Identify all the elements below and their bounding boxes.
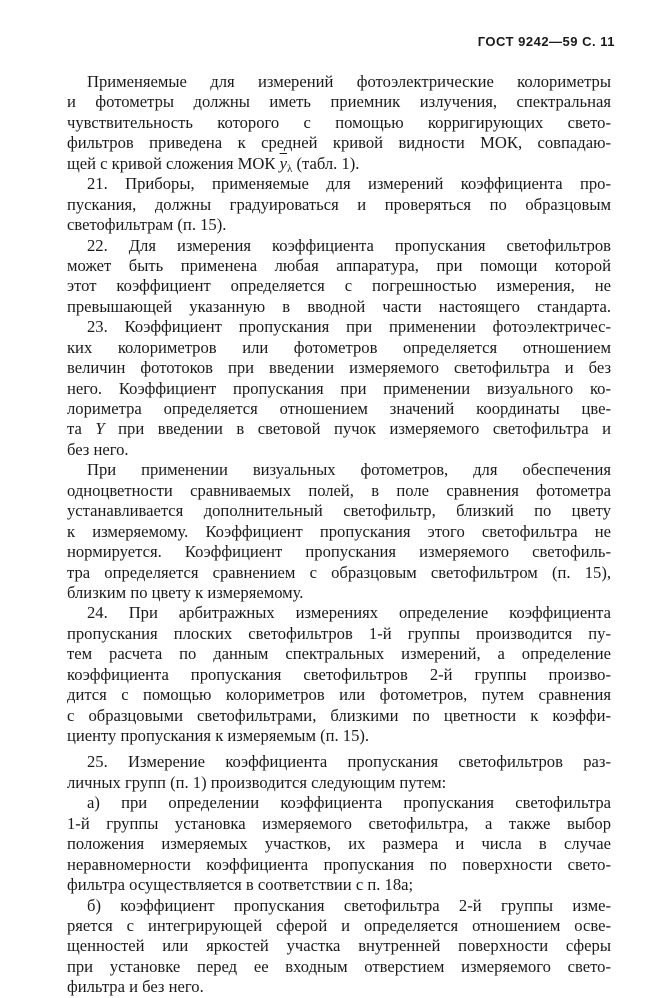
text-line-content: ких колориметров или фотометров определяется отношением <box>67 337 611 357</box>
document-body <box>67 72 611 998</box>
text-line <box>67 358 611 378</box>
text-line <box>67 460 611 480</box>
text-line-content: пускания, должны градуироваться и проверяться по образцовым <box>67 194 611 214</box>
math-y-lambda <box>280 154 293 173</box>
text-line-content: величин фототоков при введении измеряемого светофильтра и без <box>67 358 611 378</box>
text-line <box>67 72 611 92</box>
text-line-tail: (табл. 1). <box>292 153 360 173</box>
text-line <box>67 773 611 793</box>
text-line-content: светофильтрам (п. 15). <box>67 215 227 235</box>
text-line-content: дится с помощью колориметров или фотометров, путем сравнения <box>67 685 611 705</box>
text-line-content: б) коэффициент пропускания светофильтра 2-й группы изме- <box>87 895 611 915</box>
text-line-content: одноцветности сравниваемых полей, в поле сравнения фотометра <box>67 480 611 500</box>
text-line-content: 22. Для измерения коэффициента пропускания светофильтров <box>87 235 611 255</box>
text-line-content: него. Коэффициент пропускания при применении визуального ко- <box>67 378 611 398</box>
text-line-content: тем расчета по данным спектральных измерений, а определение <box>67 644 611 664</box>
text-line <box>67 665 611 685</box>
text-line-content: может быть применена любая аппаратура, при помощи которой <box>67 255 611 275</box>
text-line-content: личных групп (п. 1) производится следующим путем: <box>67 772 447 792</box>
text-line <box>67 603 611 623</box>
text-line <box>67 685 611 705</box>
text-line <box>67 624 611 644</box>
text-line-content: а) при определении коэффициента пропускания светофильтра <box>87 793 611 813</box>
text-line <box>67 644 611 664</box>
text-line <box>67 501 611 521</box>
text-line-content: превышающей указанную в вводной части настоящего стандарта. <box>67 296 611 316</box>
text-line-content: ряется с интегрирующей сферой и определяется отношением осве- <box>67 915 611 935</box>
text-line <box>67 814 611 834</box>
math-lambda-sub: λ <box>287 162 293 175</box>
text-line <box>67 215 611 235</box>
text-line <box>67 936 611 956</box>
text-line <box>67 522 611 542</box>
text-line-content: устанавливается дополнительный светофильтр, близкий по цвету <box>67 501 611 521</box>
text-line-content: 1-й группы установка измеряемого светофильтра, а также выбор <box>67 813 611 833</box>
text-line-content: коэффициента пропускания светофильтров 2-й группы произво- <box>67 664 611 684</box>
text-line <box>67 276 611 296</box>
text-line <box>67 440 611 460</box>
text-line-content: При применении визуальных фотометров, для обеспечения <box>87 460 611 480</box>
text-line <box>67 726 611 746</box>
text-line <box>67 379 611 399</box>
text-line <box>67 174 611 194</box>
page-number: С. 11 <box>582 34 615 49</box>
text-line-content: 25. Измерение коэффициента пропускания светофильтров раз- <box>87 752 611 772</box>
text-line <box>67 793 611 813</box>
math-y-bar: $\overline{y}$ <box>279 153 287 173</box>
text-line <box>67 317 611 337</box>
text-line-content: щенностей или яркостей участка внутренней поверхности сферы <box>67 936 611 956</box>
text-line-content: пропускания плоских светофильтров 1-й группы производится пу- <box>67 623 611 643</box>
text-line-content: чувствительность которого с помощью корригирующих свето- <box>67 112 611 132</box>
text-line <box>67 563 611 583</box>
text-line-content: нормируется. Коэффициент пропускания измеряемого светофиль- <box>67 542 611 562</box>
text-line <box>67 583 611 603</box>
text-line <box>67 297 611 317</box>
text-line <box>67 896 611 916</box>
text-line-content: 23. Коэффициент пропускания при применении фотоэлектричес- <box>87 317 611 337</box>
text-line-content: фильтра осуществляется в соответствии с п. 18а; <box>67 875 414 895</box>
text-line <box>67 195 611 215</box>
text-line <box>67 133 611 153</box>
text-line <box>67 752 611 772</box>
text-line-content: циенту пропускания к измеряемым (п. 15). <box>67 726 370 745</box>
text-line-content: с образцовыми светофильтрами, близкими по цветности к коэффи- <box>67 705 611 725</box>
text-line <box>67 113 611 133</box>
text-line-content: положения измеряемых участков, их размера и числа в случае <box>67 834 611 854</box>
text-line <box>67 957 611 977</box>
text-line-content: при установке перед ее входным отверстием измеряемого свето- <box>67 956 611 976</box>
standard-number: ГОСТ 9242—59 <box>477 34 579 49</box>
text-line-content: лориметра определяется отношением значений координаты цве- <box>67 399 611 418</box>
text-line <box>67 399 611 419</box>
text-line-content: близким по цвету к измеряемому. <box>67 582 304 602</box>
text-line <box>67 916 611 936</box>
text-line-content: и фотометры должны иметь приемник излучения, спектральная <box>67 92 611 112</box>
text-line-content: щей с кривой сложения МОК <box>67 153 276 173</box>
text-line-content: 21. Приборы, применяемые для измерений коэффициента про- <box>87 174 611 194</box>
math-capital-y: Y <box>95 419 105 439</box>
text-line <box>67 875 611 895</box>
text-line-content: без него. <box>67 439 129 459</box>
text-line <box>67 236 611 256</box>
text-line-content: тра определяется сравнением с образцовым светофильтром (п. 15), <box>67 562 611 582</box>
text-line <box>67 154 611 174</box>
text-line-content: фильтра и без него. <box>67 977 204 997</box>
text-line <box>67 855 611 875</box>
text-line-content: 24. При арбитражных измерениях определение коэффициента <box>87 603 611 623</box>
text-line-content: фильтров приведена к средней кривой видности МОК, совпадаю- <box>67 133 611 153</box>
text-line-content: этот коэффициент определяется с погрешностью измерения, не <box>67 276 611 296</box>
text-line <box>67 834 611 854</box>
text-line <box>67 977 611 997</box>
text-line-tail: при введении в световой пучок измеряемого светофильтра и <box>104 419 611 439</box>
text-line <box>67 419 611 439</box>
text-line <box>67 92 611 112</box>
page-header <box>478 34 615 49</box>
text-line-content: к измеряемому. Коэффициент пропускания этого светофильтра не <box>67 521 611 541</box>
text-line-content: Применяемые для измерений фотоэлектрические колориметры <box>87 72 611 91</box>
text-line <box>67 706 611 726</box>
text-line <box>67 481 611 501</box>
text-line-content: та <box>67 419 82 439</box>
text-line <box>67 256 611 276</box>
text-line-content: неравномерности коэффициента пропускания по поверхности свето- <box>67 854 611 874</box>
text-line <box>67 338 611 358</box>
text-line <box>67 542 611 562</box>
